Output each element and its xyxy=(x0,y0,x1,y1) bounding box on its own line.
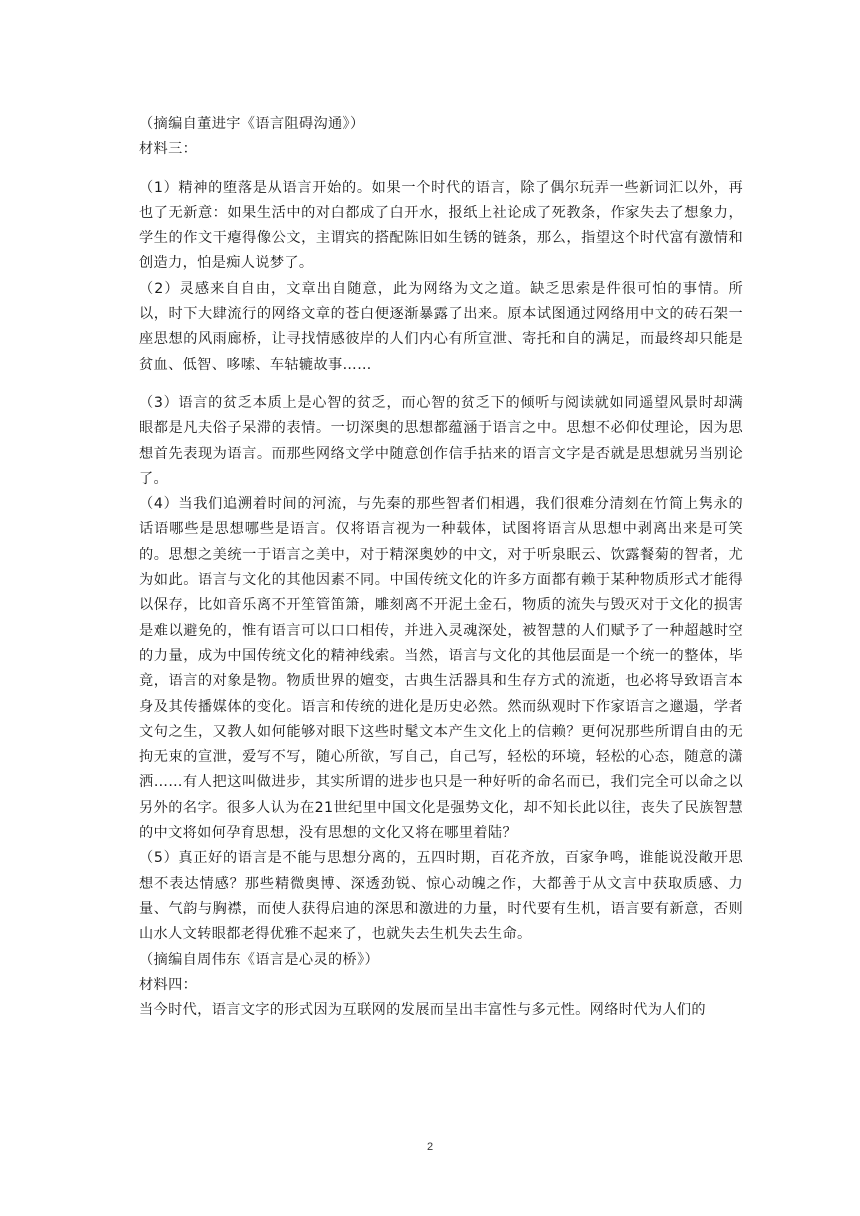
material-3-heading: 材料三： xyxy=(139,141,198,158)
page-number: 2 xyxy=(426,1141,434,1153)
source-citation-1: （摘编自董进宇《语言阻碍沟通》） xyxy=(139,116,365,132)
source-citation-2: （摘编自周伟东《语言是心灵的桥》） xyxy=(139,951,380,968)
document-body xyxy=(139,112,743,1023)
paragraph-gap xyxy=(139,378,743,391)
paragraph-1: （1）精神的堕落是从语言开始的。如果一个时代的语言，除了偶尔玩弄一些新词汇以外，再也了无新意：如果生活中的对白都成了白开水，报纸上社论成了死教条，作家失去了想象力，学生的作文干瘪得像公文，主谓宾的搭配陈旧如生锈的链条，那么，指望这个时代富有激情和创造力，怕是痴人说梦了。 xyxy=(139,179,743,272)
paragraph-gap xyxy=(139,163,743,176)
paragraph-3: （3）语言的贫乏本质上是心智的贫乏，而心智的贫乏下的倾听与阅读就如同遥望风景时却满眼都是凡夫俗子呆滞的表情。一切深奥的思想都蕴涵于语言之中。思想不必仰仗理论，因为思想首先表现为语言。而那些网络文学中随意创作信手拈来的语言文字是否就是思想就另当别论了。 xyxy=(139,394,743,487)
paragraph-5: （5）真正好的语言是不能与思想分离的，五四时期，百花齐放，百家争鸣，谁能说没敞开思想不表达情感？那些精微奥博、深透劲锐、惊心动魄之作，大都善于从文言中获取质感、力量、气韵与胸襟，而使人获得启迪的深思和激进的力量，时代要有生机，语言要有新意，否则山水人文转眼都老得优雅不起来了，也就失去生机失去生命。 xyxy=(139,850,743,943)
paragraph-6: 当今时代，语言文字的形式因为互联网的发展而呈出丰富性与多元性。网络时代为人们的 xyxy=(139,1002,706,1019)
paragraph-2: （2）灵感来自自由，文章出自随意，此为网络为文之道。缺乏思索是件很可怕的事情。所以，时下大肆流行的网络文章的苍白便逐渐暴露了出来。原本试图通过网络用中文的砖石架一座思想的风雨廊桥，让寻找情感彼岸的人们内心有所宣泄、寄托和自的满足，而最终却只能是贫血、低智、哆嗦、车轱辘故事…… xyxy=(139,280,743,373)
paragraph-4: （4）当我们追溯着时间的河流，与先秦的那些智者们相遇，我们很难分清刻在竹简上隽永的话语哪些是思想哪些是语言。仅将语言视为一种载体，试图将语言从思想中剥离出来是可笑的。思想之美统一于语言之美中，对于精深奥妙的中文，对于听泉眠云、饮露餐菊的智者，尤为如此。语言与文化的其他因素不同。中国传统文化的许多方面都有赖于某种物质形式才能得以保存，比如音乐离不开笙管笛箫，雕刻离不开泥土金石，物质的流失与毁灭对于文化的损害是难以避免的，惟有语言可以口口相传，并进入灵魂深处，被智慧的人们赋予了一种超越时空的力量，成为中国传统文化的精神线索。当然，语言与文化的其他层面是一个统一的整体，毕竟，语言的对象是物。物质世界的嬗变，古典生活器具和生存方式的流逝，也必将导致语言本身及其传播媒体的变化。语言和传统的进化是历史必然。然而纵观时下作家语言之邋遢，学者文句之生，又教人如何能够对眼下这些时髦文本产生文化上的信赖？更何况那些所谓自由的无拘无束的宣泄，爱写不写，随心所欲，写自己，自己写，轻松的环境，轻松的心态，随意的潇洒……有人把这叫做进步，其实所谓的进步也只是一种好听的命名而已，我们完全可以命之以另外的名字。很多人认为在21世纪里中国文化是强势文化，却不知长此以往，丧失了民族智慧的中文将如何孕育思想，没有思想的文化又将在哪里着陆？ xyxy=(139,496,743,842)
material-4-heading: 材料四： xyxy=(139,976,198,993)
